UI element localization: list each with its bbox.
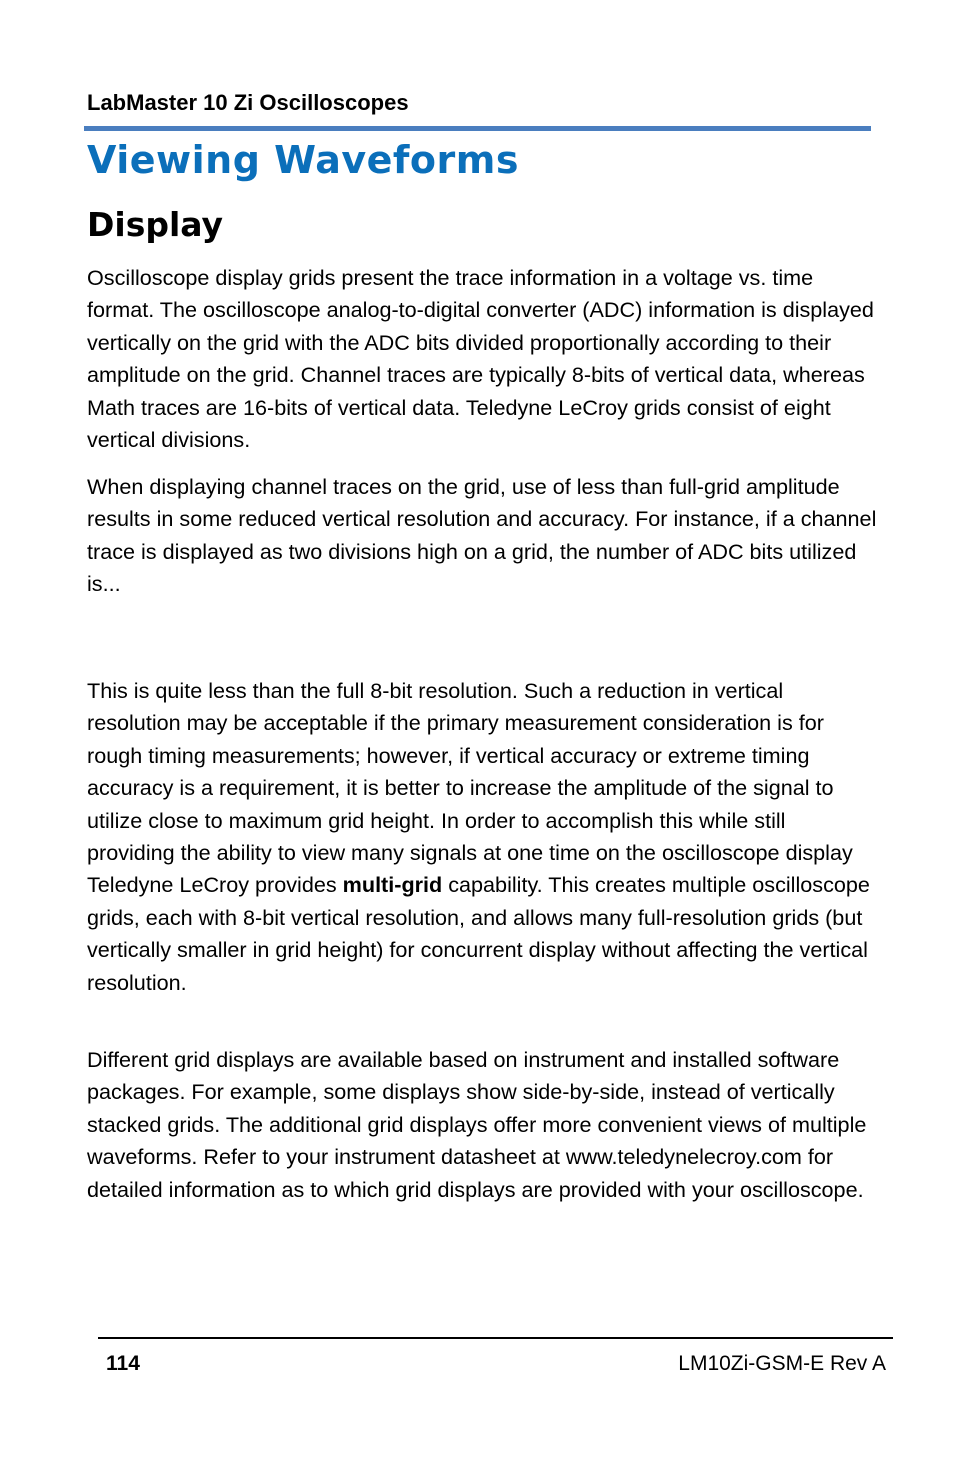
paragraph-resolution: [87, 675, 877, 999]
document-id: LM10Zi-GSM-E Rev A: [678, 1352, 886, 1375]
paragraph-display-grids: Oscilloscope display grids present the trace information in a voltage vs. time format. The oscilloscope analog-to-digital converter (ADC) information is displayed vertically on the grid with the ADC bits divided proportionally according to their amplitude on the grid. Channel traces are typically 8-bits of vertical data, whereas Math traces are 16-bits of vertical data. Teledyne LeCroy grids consist of eight vertical divisions.: [87, 265, 874, 453]
running-header: LabMaster 10 Zi Oscilloscopes: [87, 90, 409, 115]
section-title: Display: [87, 205, 224, 244]
chapter-title: Viewing Waveforms: [87, 138, 519, 182]
paragraph-channel-traces: When displaying channel traces on the grid, use of less than full-grid amplitude results in some reduced vertical resolution and accuracy. For instance, if a channel trace is displayed as two divisions high on a grid, the number of ADC bits utilized is...: [87, 474, 877, 597]
multi-grid-term: multi-grid: [342, 872, 443, 898]
footer-rule: [98, 1337, 893, 1339]
page-number: 114: [106, 1352, 140, 1375]
paragraph-resolution-text-after: capability. This creates multiple oscilloscope grids, each with 8-bit vertical resolution, and allows many full-resolution grids (but vertically smaller in grid height) for concurrent display without affecting the vertical resolution.: [87, 872, 870, 995]
paragraph-grid-displays: Different grid displays are available based on instrument and installed software packages. For example, some displays show side-by-side, instead of vertically stacked grids. The additional grid displays offer more convenient views of multiple waveforms. Refer to your instrument datasheet at www.teledynelecroy.com for detailed information as to which grid displays are provided with your oscilloscope.: [87, 1047, 867, 1202]
header-rule: [84, 126, 871, 131]
paragraph-resolution-text-before: This is quite less than the full 8-bit resolution. Such a reduction in vertical resolution may be acceptable if the primary measurement consideration is for rough timing measurements; however, if vertical accuracy or extreme timing accuracy is a requirement, it is better to increase the amplitude of the signal to utilize close to maximum grid height. In order to accomplish this while still providing the ability to view many signals at one time on the oscilloscope display Teledyne LeCroy provides: [87, 678, 853, 898]
